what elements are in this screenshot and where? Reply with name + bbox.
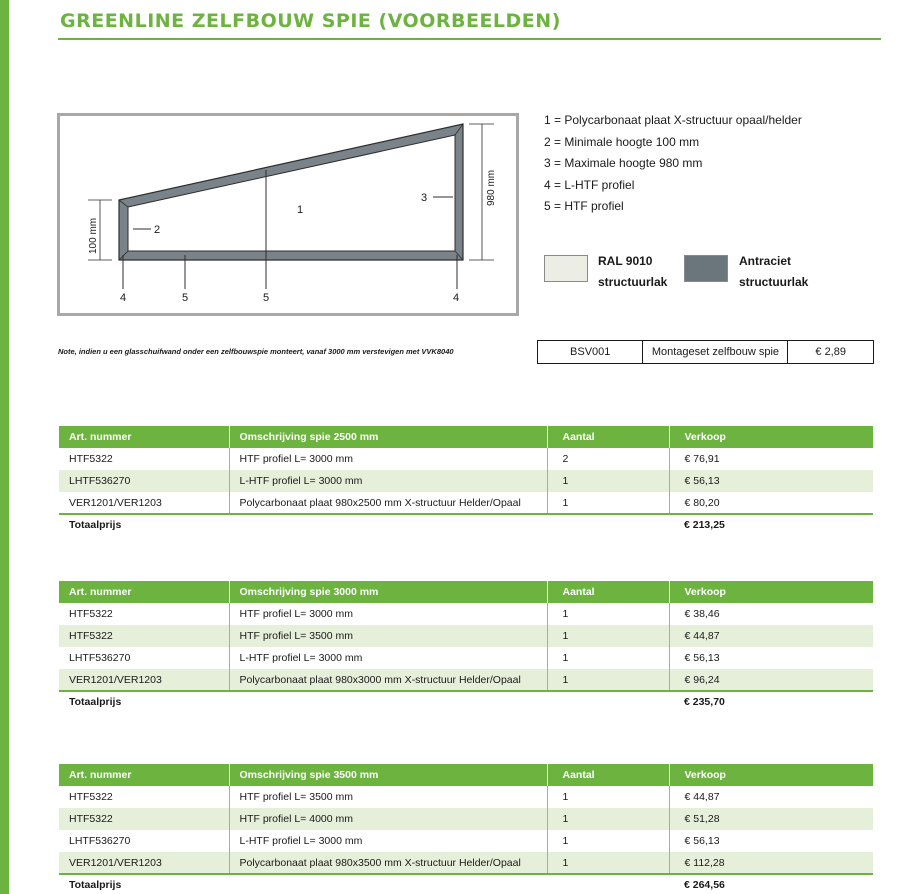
cell-price: € 51,28 <box>669 808 873 830</box>
header-art-nummer: Art. nummer <box>59 764 229 786</box>
title-divider <box>58 38 881 40</box>
total-price: € 264,56 <box>669 874 873 894</box>
cell-desc: HTF profiel L= 3000 mm <box>229 603 547 625</box>
table-row <box>59 786 873 808</box>
cell-desc: L-HTF profiel L= 3000 mm <box>229 647 547 669</box>
spie-diagram <box>57 113 519 316</box>
montage-description: Montageset zelfbouw spie <box>643 341 788 364</box>
cell-price: € 56,13 <box>684 652 720 664</box>
header-verkoop: Verkoop <box>669 581 873 603</box>
header-verkoop: Verkoop <box>669 426 873 448</box>
cell-desc: Polycarbonaat plaat 980x3000 mm X-structuur Helder/Opaal <box>229 669 547 691</box>
cell-price: € 112,28 <box>669 852 873 874</box>
cell-price: € 38,46 <box>684 608 720 620</box>
left-accent-bar <box>0 0 9 894</box>
label-3: 3 <box>421 192 428 204</box>
diagram-legend <box>544 110 802 218</box>
header-art-nummer: Art. nummer <box>59 581 229 603</box>
total-label: Totaalprijs <box>59 874 229 894</box>
total-row <box>59 514 873 535</box>
cell-desc: Polycarbonaat plaat 980x2500 mm X-structuur Helder/Opaal <box>229 492 547 514</box>
cell-art: HTF5322 <box>59 603 229 625</box>
price-table-3000 <box>59 581 873 712</box>
cell-price: € 56,13 <box>684 835 720 847</box>
cell-desc: Polycarbonaat plaat 980x3500 mm X-structuur Helder/Opaal <box>229 852 547 874</box>
cell-art: VER1201/VER1203 <box>59 669 229 691</box>
label-5-left: 5 <box>182 292 189 304</box>
cell-desc: L-HTF profiel L= 3000 mm <box>229 470 547 492</box>
cell-qty: 1 <box>547 808 669 830</box>
cell-art: VER1201/VER1203 <box>59 852 229 874</box>
cell-qty: 1 <box>547 786 669 808</box>
montage-code: BSV001 <box>538 341 643 364</box>
header-omschrijving: Omschrijving spie 3500 mm <box>229 764 547 786</box>
antraciet-label: Antraciet structuurlak <box>739 254 809 289</box>
table-row <box>59 492 873 514</box>
dimension-min-height: 100 mm <box>88 217 99 254</box>
cell-qty: 1 <box>547 830 669 852</box>
cell-art: HTF5322 <box>59 448 229 470</box>
cell-price: € 56,13 <box>669 470 873 492</box>
cell-desc: L-HTF profiel L= 3000 mm <box>229 830 547 852</box>
header-omschrijving: Omschrijving spie 2500 mm <box>229 426 547 448</box>
label-5-mid: 5 <box>263 292 270 304</box>
header-aantal: Aantal <box>547 764 669 786</box>
montage-price: € 2,89 <box>788 341 874 364</box>
total-label: Totaalprijs <box>59 691 229 712</box>
page-title: GREENLINE ZELFBOUW SPIE (VOORBEELDEN) <box>60 10 561 32</box>
header-aantal: Aantal <box>547 426 669 448</box>
cell-price: € 80,20 <box>684 496 720 509</box>
antraciet-swatch <box>684 255 728 282</box>
cell-price: € 44,87 <box>669 625 873 647</box>
label-1: 1 <box>297 204 304 216</box>
total-row <box>59 874 873 894</box>
cell-qty: 1 <box>547 603 669 625</box>
header-art-nummer: Art. nummer <box>59 426 229 448</box>
legend-item: 2 = Minimale hoogte 100 mm <box>544 134 700 149</box>
cell-qty: 1 <box>547 669 669 691</box>
table-row <box>59 669 873 691</box>
price-table-3500 <box>59 764 873 894</box>
cell-qty: 2 <box>547 448 669 470</box>
cell-price: € 96,24 <box>669 669 873 691</box>
montage-set-table <box>537 340 874 364</box>
legend-item: 1 = Polycarbonaat plaat X-structuur opaal/helder <box>544 113 802 127</box>
table-row <box>59 808 873 830</box>
legend-item: 4 = L-HTF profiel <box>544 177 635 192</box>
legend-item: 5 = HTF profiel <box>544 199 624 213</box>
cell-desc: HTF profiel L= 3000 mm <box>229 448 547 470</box>
header-omschrijving: Omschrijving spie 3000 mm <box>229 581 547 603</box>
total-price: € 235,70 <box>669 691 873 712</box>
header-verkoop: Verkoop <box>669 764 873 786</box>
label-4-left: 4 <box>120 292 127 304</box>
header-aantal: Aantal <box>547 581 669 603</box>
legend-item: 3 = Maximale hoogte 980 mm <box>544 156 703 170</box>
cell-art: LHTF536270 <box>59 647 229 669</box>
ral-9010-label: RAL 9010 structuurlak <box>598 254 668 289</box>
cell-desc: HTF profiel L= 4000 mm <box>229 808 547 830</box>
cell-qty: 1 <box>547 852 669 874</box>
label-4-right: 4 <box>453 292 460 304</box>
cell-price: € 76,91 <box>684 453 720 465</box>
table-row <box>59 647 873 669</box>
ral-9010-swatch <box>544 255 588 282</box>
table-row <box>59 470 873 492</box>
cell-desc: HTF profiel L= 3500 mm <box>229 625 547 647</box>
mounting-note: Note, indien u een glasschuifwand onder een zelfbouwspie monteert, vanaf 3000 mm verstevigen met VVK8040 <box>58 347 454 356</box>
cell-qty: 1 <box>547 625 669 647</box>
cell-art: LHTF536270 <box>59 470 229 492</box>
cell-desc: HTF profiel L= 3500 mm <box>229 786 547 808</box>
cell-art: VER1201/VER1203 <box>59 492 229 514</box>
cell-art: HTF5322 <box>59 786 229 808</box>
cell-art: HTF5322 <box>59 625 229 647</box>
table-row <box>59 603 873 625</box>
cell-qty: 1 <box>547 492 669 514</box>
total-price: € 213,25 <box>669 514 873 535</box>
cell-art: LHTF536270 <box>59 830 229 852</box>
dimension-max-height: 980 mm <box>486 169 497 206</box>
cell-art: HTF5322 <box>59 808 229 830</box>
total-label: Totaalprijs <box>59 514 229 535</box>
total-row <box>59 691 873 712</box>
price-table-2500 <box>59 426 873 535</box>
cell-price: € 44,87 <box>684 791 720 803</box>
cell-qty: 1 <box>547 647 669 669</box>
label-2: 2 <box>154 224 161 236</box>
table-row <box>59 625 873 647</box>
table-row <box>59 852 873 874</box>
table-row <box>59 448 873 470</box>
cell-qty: 1 <box>547 470 669 492</box>
table-row <box>59 830 873 852</box>
